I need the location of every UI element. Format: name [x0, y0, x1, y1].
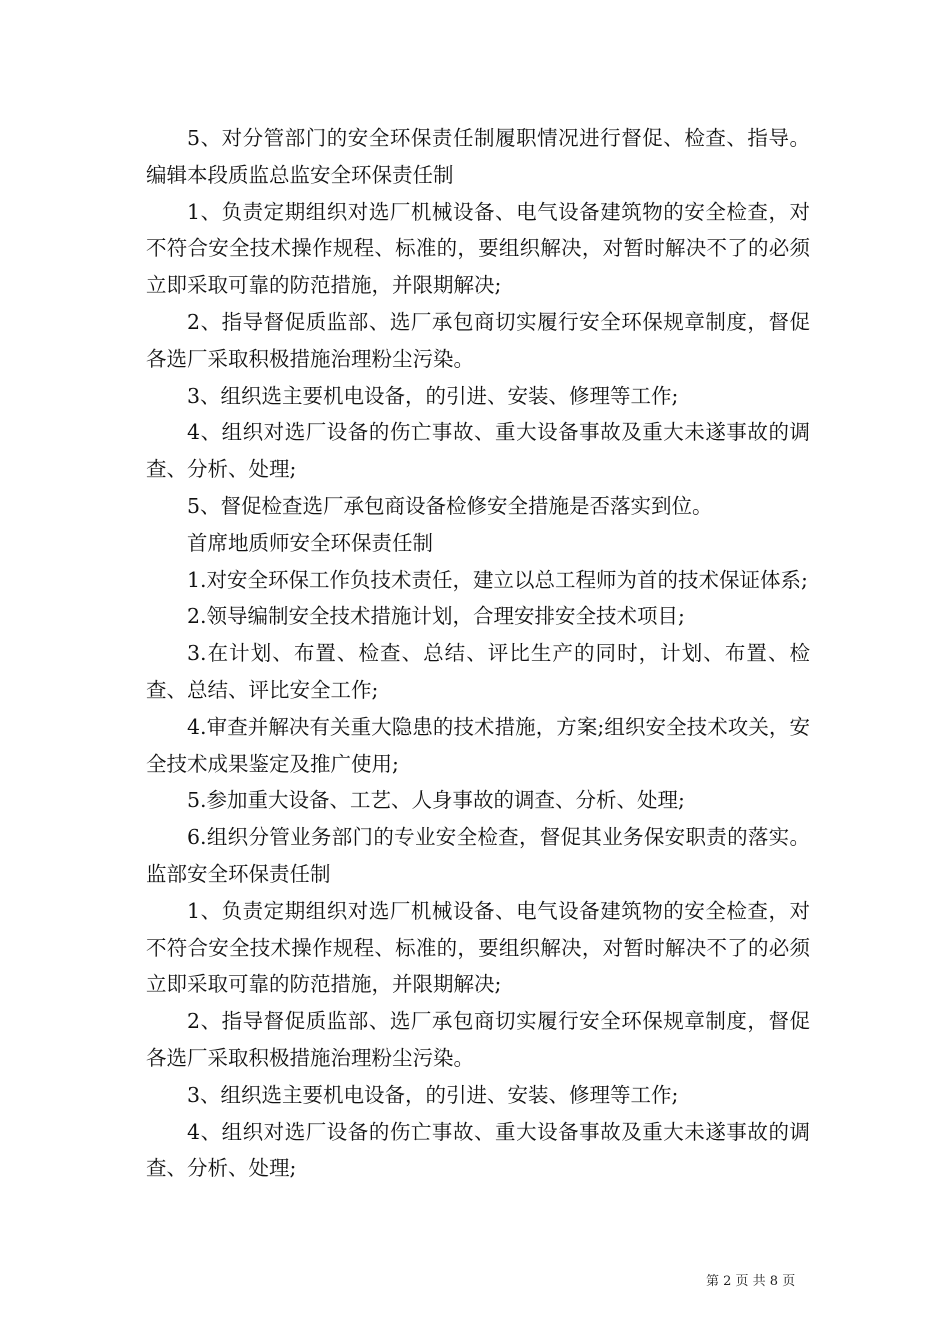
section-heading: 首席地质师安全环保责任制	[187, 530, 433, 555]
paragraph: 2、指导督促质监部、选厂承包商切实履行安全环保规章制度，督促各选厂采取积极措施治理粉尘污染。	[146, 1009, 810, 1070]
paragraph: 3、组织选主要机电设备，的引进、安装、修理等工作;	[187, 383, 679, 408]
paragraph: 4、组织对选厂设备的伤亡事故、重大设备事故及重大未遂事故的调查、分析、处理;	[146, 1119, 810, 1181]
paragraph: 2、指导督促质监部、选厂承包商切实履行安全环保规章制度，督促各选厂采取积极措施治理粉尘污染。	[146, 309, 810, 371]
paragraph: 1、负责定期组织对选厂机械设备、电气设备建筑物的安全检查，对不符合安全技术操作规程、标准的，要组织解决，对暂时解决不了的必须立即采取可靠的防范措施，并限期解决;	[146, 199, 810, 298]
paragraph: 4.审查并解决有关重大隐患的技术措施，方案;组织安全技术攻关，安全技术成果鉴定及推广使用;	[146, 714, 810, 776]
paragraph: 4、组织对选厂设备的伤亡事故、重大设备事故及重大未遂事故的调查、分析、处理;	[146, 420, 810, 482]
page-number: 第 2 页 共 8 页	[706, 1274, 796, 1289]
document-body	[146, 120, 810, 1187]
paragraph: 3、组织选主要机电设备，的引进、安装、修理等工作;	[187, 1082, 679, 1107]
paragraph: 2.领导编制安全技术措施计划，合理安排安全技术项目;	[187, 604, 685, 629]
paragraph: 5.参加重大设备、工艺、人身事故的调查、分析、处理;	[187, 788, 685, 813]
paragraph: 3.在计划、布置、检查、总结、评比生产的同时，计划、布置、检查、总结、评比安全工作;	[146, 641, 810, 702]
paragraph: 1.对安全环保工作负技术责任，建立以总工程师为首的技术保证体系;	[187, 567, 808, 592]
paragraph: 1、负责定期组织对选厂机械设备、电气设备建筑物的安全检查，对不符合安全技术操作规程、标准的，要组织解决，对暂时解决不了的必须立即采取可靠的防范措施，并限期解决;	[146, 898, 810, 997]
paragraph: 5、督促检查选厂承包商设备检修安全措施是否落实到位。	[187, 493, 713, 518]
paragraph: 6.组织分管业务部门的专业安全检查，督促其业务保安职责的落实。监部安全环保责任制	[146, 825, 810, 886]
paragraph: 5、对分管部门的安全环保责任制履职情况进行督促、检查、指导。编辑本段质监总监安全环保责任制	[146, 126, 810, 187]
